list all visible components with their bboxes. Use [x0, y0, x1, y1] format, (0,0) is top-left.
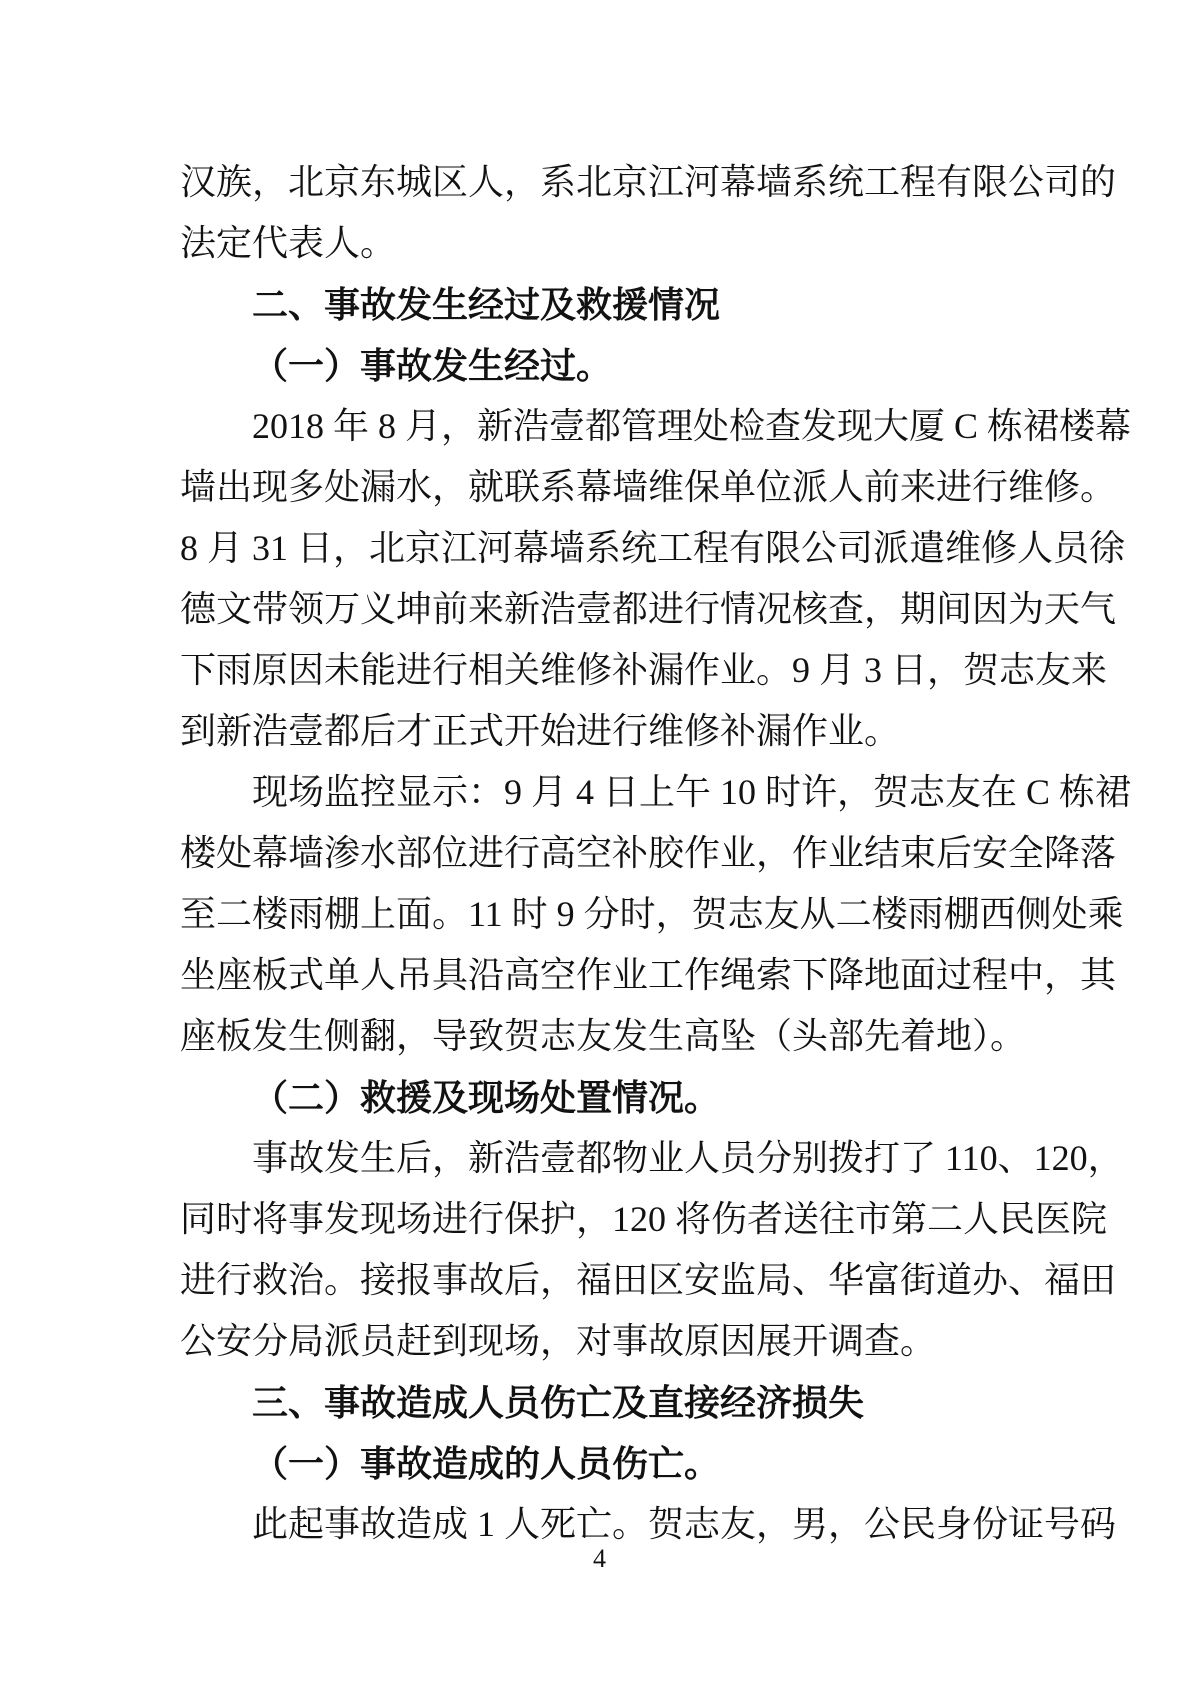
section-heading: 三、事故造成人员伤亡及直接经济损失 — [252, 1382, 865, 1423]
document-content — [180, 152, 1132, 1555]
text-line: 此起事故造成 1 人死亡。贺志友，男，公民身份证号码 — [252, 1504, 1117, 1544]
text-line: 楼处幕墙渗水部位进行高空补胶作业，作业结束后安全降落 — [180, 833, 1117, 873]
text-line: 同时将事发现场进行保护，120 将伤者送往市第二人民医院 — [180, 1199, 1108, 1239]
text-line: 德文带领万义坤前来新浩壹都进行情况核查，期间因为天气 — [180, 589, 1117, 629]
text-line: 法定代表人。 — [180, 223, 397, 263]
text-line: 公安分局派员赶到现场，对事故原因展开调查。 — [180, 1321, 937, 1361]
text-line: 汉族，北京东城区人，系北京江河幕墙系统工程有限公司的 — [180, 162, 1117, 202]
text-line: 8 月 31 日，北京江河幕墙系统工程有限公司派遣维修人员徐 — [180, 528, 1126, 568]
text-line: 墙出现多处漏水，就联系幕墙维保单位派人前来进行维修。 — [180, 467, 1117, 507]
text-line: 到新浩壹都后才正式开始进行维修补漏作业。 — [180, 711, 901, 751]
text-line: 进行救治。接报事故后，福田区安监局、华富街道办、福田 — [180, 1260, 1117, 1300]
section-heading: （二）救援及现场处置情况。 — [252, 1077, 721, 1118]
text-line: 至二楼雨棚上面。11 时 9 分时，贺志友从二楼雨棚西侧处乘 — [180, 894, 1124, 934]
text-line: 坐座板式单人吊具沿高空作业工作绳索下降地面过程中，其 — [180, 955, 1117, 995]
text-line: 事故发生后，新浩壹都物业人员分别拨打了 110、120， — [252, 1138, 1124, 1178]
section-heading: （一）事故造成的人员伤亡。 — [252, 1443, 721, 1484]
text-line: 座板发生侧翻，导致贺志友发生高坠（头部先着地）。 — [180, 1016, 1027, 1056]
text-line: 2018 年 8 月，新浩壹都管理处检查发现大厦 C 栋裙楼幕 — [252, 406, 1132, 446]
section-heading: 二、事故发生经过及救援情况 — [252, 284, 721, 325]
page-number: 4 — [593, 1544, 606, 1573]
section-heading: （一）事故发生经过。 — [252, 345, 613, 386]
text-line: 现场监控显示：9 月 4 日上午 10 时许，贺志友在 C 栋裙 — [252, 772, 1132, 812]
text-line: 下雨原因未能进行相关维修补漏作业。9 月 3 日，贺志友来 — [180, 650, 1108, 690]
